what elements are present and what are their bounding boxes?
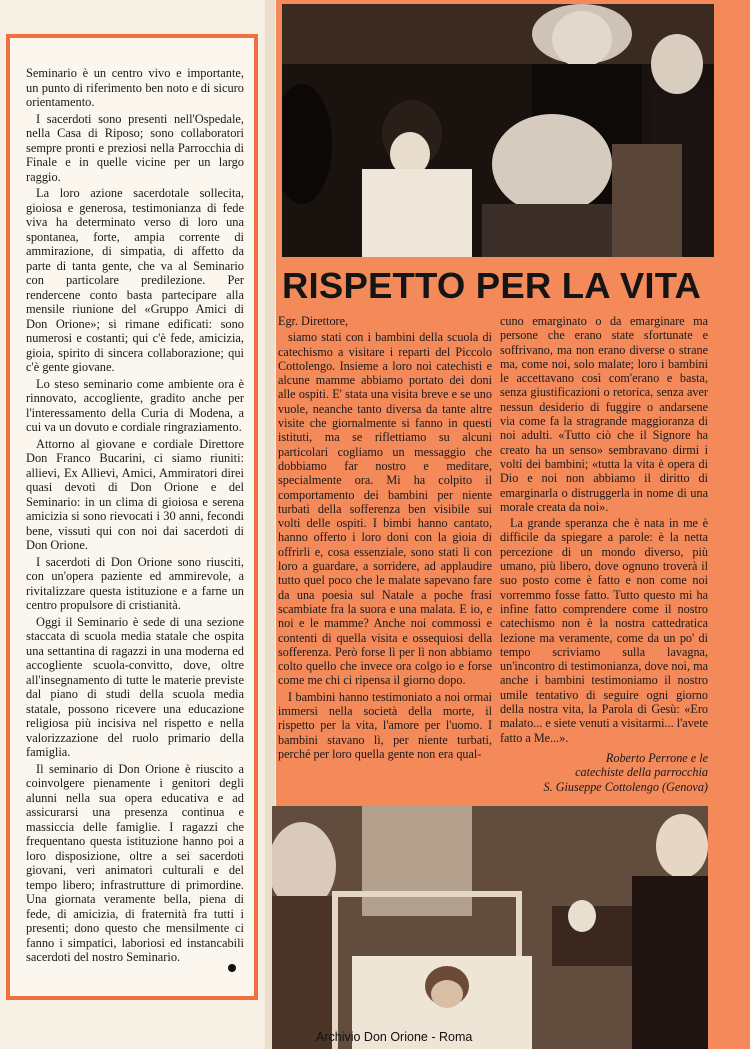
left-paragraph: I sacerdoti sono presenti nell'Ospedale, nella Casa di Riposo; sono collaboratori sempre pronti e preziosi nella Parrocchia di Finale e in quelle vicine per un largo raggio. (26, 111, 244, 184)
article-column-1 (278, 314, 492, 763)
article-paragraph: La grande speranza che è nata in me è difficile da spiegare a parole: è la netta percezione di un mondo diverso, più umano, più libero, dove ognuno troverà il suo posto come è fatto e non come noi vorremmo fosse fatto. Tutto questo mi ha infine fatto comprendere come il nostro catechismo non è la nostra cattedratica lezione ma veramente, come da un po' di tempo scriviamo sulla lavagna, un'incontro di testimonianza, dove noi, ma anche i bambini testimoniamo il nostro umile tentativo di seguire ogni giorno della nostra vita, la Parola di Gesù: «Ero malato... e siete venuti a visitarmi... l'avete fatto a Me...». (500, 516, 708, 745)
article-paragraph: siamo stati con i bambini della scuola di catechismo a visitare i reparti del Piccolo Cottolengo. Insieme a loro noi catechisti e alcune mamme abbiamo portato dei doni alle ospiti. E' stata una visita breve e se uno vuole, neanche tanto diversa da tante altre visite che giornalmente si fanno in questi istituti, ma se riflettiamo su alcuni particolari cogliamo un messaggio che dobbiamo far nostro e meditare, specialmente ora. Mi ha colpito il comportamento dei bambini per niente turbati della sofferenza ben visibile sui volti delle ospiti. I bimbi hanno cantato, hanno offerto i loro doni con la gioia di offrirli e, cosa essenziale, sono stati lì con loro a guardare, a sorridere, ad applaudire tutto quel poco che le malate sapevano fare da una poesia sul Natale a poche frasi scambiate fra la suora e una malata. E io, e noi e le mamme? Anche noi commossi e contenti di quella visita e ossequiosi della sofferenza. Però forse lì per lì non abbiamo colto quello che invece ora colgo io e forse come me chi ci ripensa il giorno dopo. (278, 330, 492, 688)
left-paragraph: I sacerdoti di Don Orione sono riusciti, con un'opera paziente ed ammirevole, a rivitalizzare questa istituzione e a farne un centro propulsore di cristianità. (26, 554, 244, 612)
left-paragraph: Il seminario di Don Orione è riuscito a coinvolgere pienamente i genitori degli alunni nella sua opera educativa e ad assicurarsi una presenza continua e massiccia delle famiglie. I ragazzi che frequentano questa istituzione hanno poi a loro disposizione, oltre a sei sacerdoti giovani, veri animatori culturali e del tempo libero; infrastrutture di primordine. Una giornata veramente bella, piena di fede, di amicizia, di fraternità fra tutti i presenti; dono questo che mensilmente ci fanno i simpatici, laboriosi ed instancabili sacerdoti del nostro Seminario. (26, 761, 244, 964)
left-paragraph: Attorno al giovane e cordiale Direttore Don Franco Bucarini, ci siamo riuniti: allievi, Ex Allievi, Amici, Ammiratori direi quasi devoti di Don Orione e del Seminario: in un clima di gioiosa e serena amicizia si sono rievocati i 30 anni, fecondi bene, vissuti qui con noi dai sacerdoti di Don Orione. (26, 436, 244, 552)
article-headline: RISPETTO PER LA VITA (282, 265, 702, 306)
left-column-text (26, 66, 244, 967)
article-paragraph: cuno emarginato o da emarginare ma persone che erano state sfortunate e soffrivano, ma non erano diverse o strane ma, come noi, solo malate; loro i bambini le accettavano così com'erano e basta, senza giustificazioni o retorica, senza aver nessun desiderio di fuggire o andarsene via come fa la stragrande maggioranza di noi adulti. «Tutto ciò che il Signore ha creato ha un senso» sembravano dirmi i volti dei bambini; «tutta la vita è opera di Dio e noi non abbiamo il diritto di emarginarla o distruggerla in nome di una morale creata da noi». (500, 314, 708, 514)
photo-hospital-bed (272, 806, 708, 1049)
left-paragraph: La loro azione sacerdotale sollecita, gioiosa e generosa, testimonianza di fede viva ha determinato verso di loro una spontanea, forte, ampia corrente di ammirazione, di simpatia, di affetto da parte di tanta gente, che va al Seminario con particolare predilezione. Per rendercene conto basta partecipare alla mensile riunione del «Gruppo Amici di Don Orione»; si rimane edificati: sono numerosi e costanti; qui c'è fede, amicizia, gioia, spirito di sincera collaborazione; qui c'è gente giovane. (26, 186, 244, 374)
article-column-2 (500, 314, 708, 794)
left-paragraph: Lo steso seminario come ambiente ora è rinnovato, accogliente, gradito anche per l'interessamento della Curia di Modena, a cui va un dovuto e cordiale ringraziamento. (26, 376, 244, 434)
signature-parish: S. Giuseppe Cottolengo (Genova) (543, 779, 708, 794)
article-signature (500, 751, 708, 795)
article-paragraph: I bambini hanno testimoniato a noi ormai immersi nella società della morte, il rispetto per la vita, l'amore per l'uomo. I bambini stavano lì, per niente turbati, perché per loro quella gente non era qual- (278, 689, 492, 761)
article-salutation: Egr. Direttore, (278, 314, 349, 328)
photo-children-visiting (282, 4, 714, 257)
end-bullet-icon (228, 964, 236, 972)
signature-role: catechiste della parrocchia (575, 765, 708, 780)
left-paragraph: Seminario è un centro vivo e importante, un punto di riferimento ben noto e di sicuro orientamento. (26, 66, 244, 109)
archive-credit: Archivio Don Orione - Roma (316, 1030, 473, 1044)
left-paragraph: Oggi il Seminario è sede di una sezione staccata di scuola media statale che ospita una settantina di ragazzi in una moderna ed accogliente scuola-convitto, dove, oltre all'insegnamento di tutte le materie previste dal piano di studi della scuola media statale, possono ricevere una educazione religiosa più incisiva nel rispetto e nella valorizzazione del ruolo primario della famiglia. (26, 614, 244, 759)
signature-author: Roberto Perrone e le (605, 750, 708, 765)
